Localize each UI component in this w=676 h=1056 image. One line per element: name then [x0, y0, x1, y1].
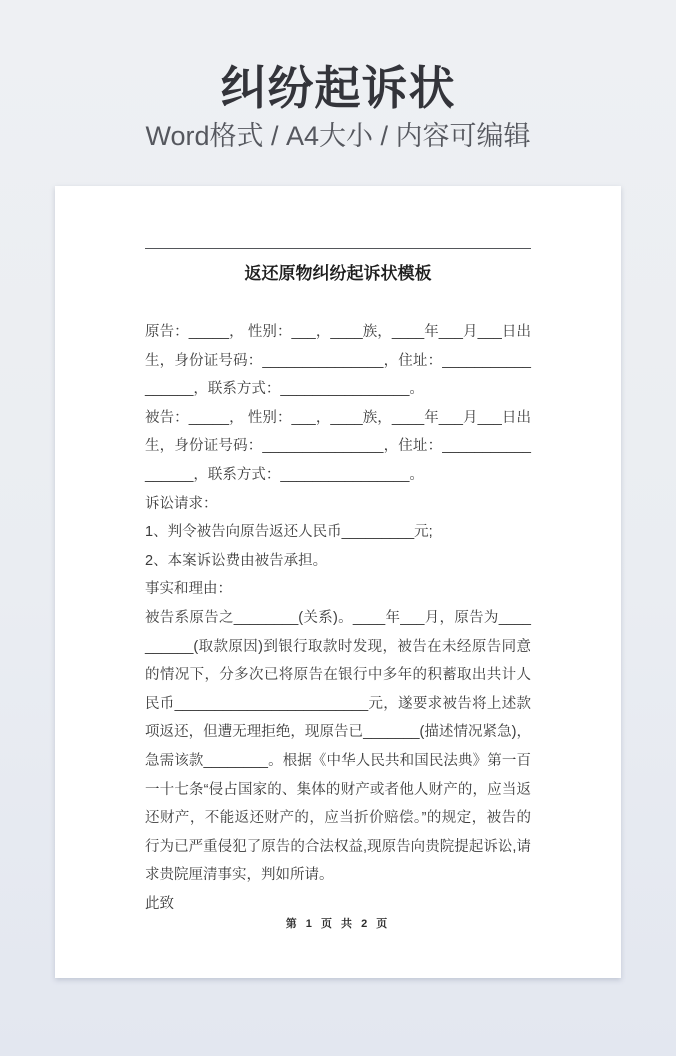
header	[0, 0, 676, 153]
page-number: 第 1 页 共 2 页	[285, 918, 391, 930]
claim-item-2: 2、本案诉讼费由被告承担。	[145, 552, 328, 569]
document-title: 返还原物纠纷起诉状模板	[244, 264, 432, 283]
claim-item-1: 1、判令被告向原告返还人民币_________元;	[145, 524, 433, 541]
page-title: 纠纷起诉状	[220, 62, 456, 114]
facts-paragraph: 被告系原告之________(关系)。____年___月，原告为__________(取款原因)到银行取款时发现，被告在未经原告同意的情况下，分多次已将原告在银行中多年的积蓄取出共计人民币________________________元，遂要求被告将上述款项返还，但遭无理拒绝，现原告已_______(描述情况紧急)，急需该款________。根据《中华人民共和国民法典》第一百一十七条“侵占国家的、集体的财产或者他人财产的，应当返还财产，不能返还财产的，应当折价赔偿。”的规定，被告的行为已严重侵犯了原告的合法权益,现原告向贵院提起诉讼,请求贵院厘清事实，判如所请。	[145, 609, 531, 884]
facts-heading: 事实和理由：	[145, 581, 232, 598]
plaintiff-paragraph: 原告：_____， 性别：___，____族，____年___月___日出生，身份证号码：_______________，住址：_________________，联系方式：________________。	[145, 324, 531, 398]
document-body	[145, 318, 531, 918]
claims-heading: 诉讼请求：	[145, 495, 218, 512]
defendant-paragraph: 被告：_____， 性别：___，____族，____年___月___日出生，身份证号码：_______________，住址：_________________，联系方式：________________。	[145, 409, 531, 483]
document-page	[55, 186, 621, 978]
document-content	[55, 186, 621, 918]
closing-paragraph: 此致	[145, 895, 174, 912]
document-top-rule	[145, 248, 531, 249]
page-subtitle: Word格式 / A4大小 / 内容可编辑	[145, 121, 531, 151]
